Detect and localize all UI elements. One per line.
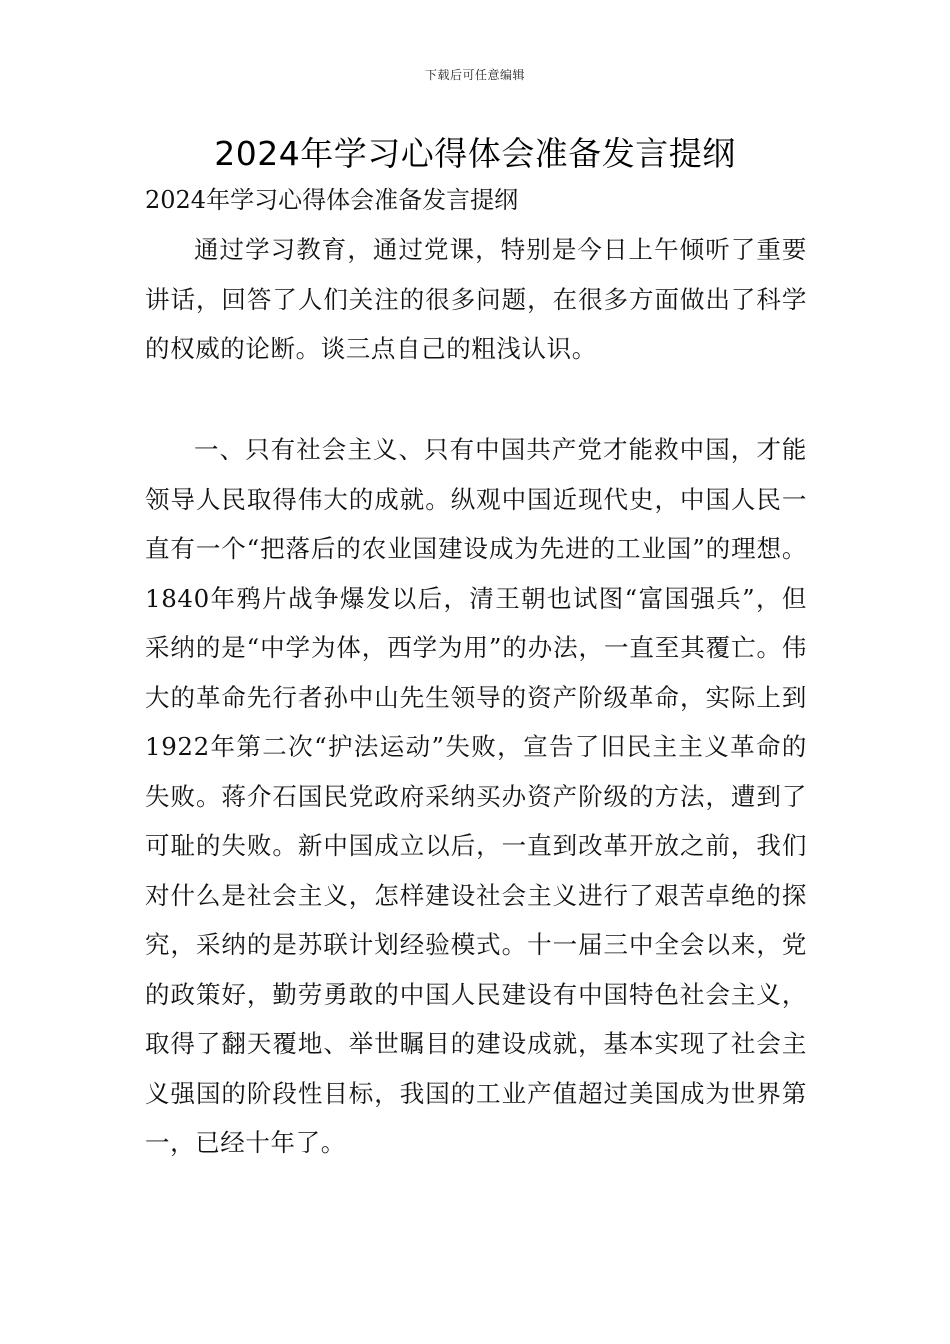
paragraph-intro: 通过学习教育，通过党课，特别是今日上午倾听了重要讲话，回答了人们关注的很多问题，在很多方面做出了科学的权威的论断。谈三点自己的粗浅认识。 <box>145 235 807 363</box>
document-title: 2024年学习心得体会准备发言提纲 <box>214 134 736 173</box>
header-note: 下载后可任意编辑 <box>424 68 525 82</box>
paragraph-point-one: 一、只有社会主义、只有中国共产党才能救中国，才能领导人民取得伟大的成就。纵观中国近现代史，中国人民一直有一个“把落后的农业国建设成为先进的工业国”的理想。1840年鸦片战争爆发以后，清王朝也试图“富国强兵”，但采纳的是“中学为体，西学为用”的办法，一直至其覆亡。伟大的革命先行者孙中山先生领导的资产阶级革命，实际上到1922年第二次“护法运动”失败，宣告了旧民主主义革命的失败。蒋介石国民党政府采纳买办资产阶级的方法，遭到了可耻的失败。新中国成立以后，一直到改革开放之前，我们对什么是社会主义，怎样建设社会主义进行了艰苦卓绝的探究，采纳的是苏联计划经验模式。十一届三中全会以来，党的政策好，勤劳勇敢的中国人民建设有中国特色社会主义，取得了翻天覆地、举世瞩目的建设成就，基本实现了社会主义强国的阶段性目标，我国的工业产值超过美国成为世界第一，已经十年了。 <box>145 435 807 1157</box>
document-subtitle: 2024年学习心得体会准备发言提纲 <box>145 186 519 214</box>
